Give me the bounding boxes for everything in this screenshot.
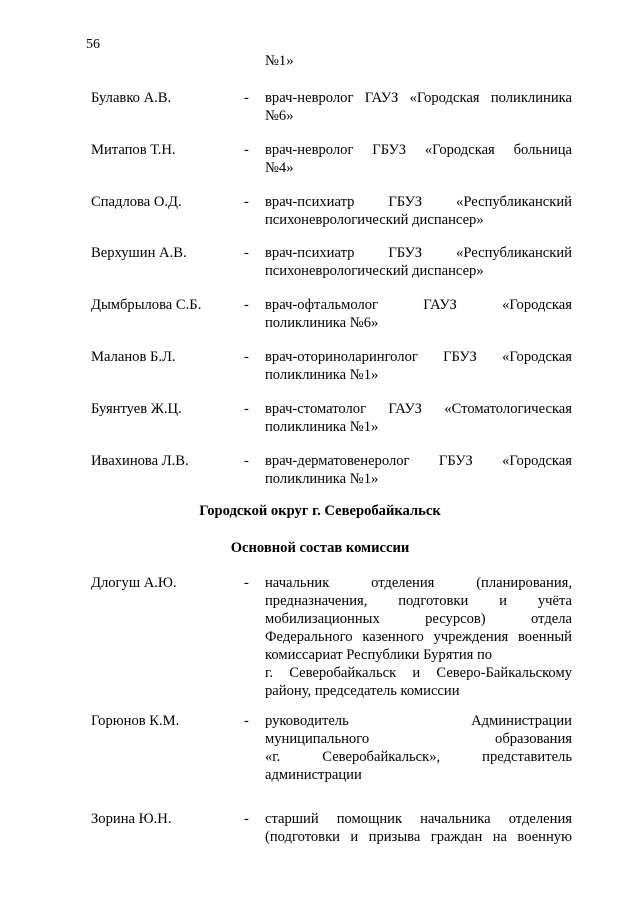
description-line: врач-невролог ГБУЗ «Городская больница (265, 142, 572, 158)
description-line: Федерального казенного учреждения военный (265, 629, 572, 645)
person-name: Зорина Ю.Н. (91, 811, 172, 827)
entry-dash: - (244, 297, 249, 313)
entry-dash: - (244, 90, 249, 106)
position-description (265, 810, 572, 846)
description-line: врач-психиатр ГБУЗ «Республиканский (265, 194, 572, 210)
subsection-title: Основной состав комиссии (230, 540, 410, 556)
description-line: муниципального образования (265, 731, 572, 747)
position-description (265, 712, 572, 784)
description-line: врач-оториноларинголог ГБУЗ «Городская (265, 349, 572, 365)
position-description (265, 348, 572, 384)
description-line: руководитель Администрации (265, 713, 572, 729)
position-description (265, 574, 572, 700)
entry-dash: - (244, 811, 249, 827)
description-line: врач-невролог ГАУЗ «Городская поликлиника (265, 90, 572, 106)
description-line: предназначения, подготовки и учёта (265, 593, 572, 609)
person-name: Дымбрылова С.Б. (91, 297, 202, 313)
position-description (265, 193, 572, 229)
person-name: Маланов Б.Л. (91, 349, 176, 365)
description-line: врач-стоматолог ГАУЗ «Стоматологическая (265, 401, 572, 417)
entry-dash: - (244, 194, 249, 210)
description-line: поликлиника №1» (265, 419, 379, 435)
continuation-line: №1» (265, 53, 294, 69)
description-line: начальник отделения (планирования, (265, 575, 572, 591)
description-line: №6» (265, 108, 294, 124)
person-name: Булавко А.В. (91, 90, 172, 106)
position-description (265, 296, 572, 332)
person-name: Верхушин А.В. (91, 245, 187, 261)
description-line: району, председатель комиссии (265, 683, 460, 699)
position-description (265, 89, 572, 125)
description-line: поликлиника №1» (265, 367, 379, 383)
description-line: г. Северобайкальск и Северо-Байкальскому (265, 665, 572, 681)
description-line: администрации (265, 767, 362, 783)
person-name: Ивахинова Л.В. (91, 453, 189, 469)
person-name: Буянтуев Ж.Ц. (91, 401, 182, 417)
entry-dash: - (244, 713, 249, 729)
position-description (265, 400, 572, 436)
description-line: №4» (265, 160, 294, 176)
person-name: Длогуш А.Ю. (91, 575, 177, 591)
description-line: поликлиника №1» (265, 471, 379, 487)
description-line: поликлиника №6» (265, 315, 379, 331)
entry-dash: - (244, 401, 249, 417)
description-line: врач-психиатр ГБУЗ «Республиканский (265, 245, 572, 261)
description-line: старший помощник начальника отделения (265, 811, 572, 827)
person-name: Спадлова О.Д. (91, 194, 182, 210)
description-line: врач-офтальмолог ГАУЗ «Городская (265, 297, 572, 313)
page-number: 56 (86, 37, 100, 52)
description-line: «г. Северобайкальск», представитель (265, 749, 572, 765)
position-description (265, 141, 572, 177)
description-line: врач-дерматовенеролог ГБУЗ «Городская (265, 453, 572, 469)
entry-dash: - (244, 245, 249, 261)
position-description (265, 244, 572, 280)
description-line: психоневрологический диспансер» (265, 263, 484, 279)
description-line: психоневрологический диспансер» (265, 212, 484, 228)
person-name: Митапов Т.Н. (91, 142, 176, 158)
description-line: комиссариат Республики Бурятия по (265, 647, 493, 663)
entry-dash: - (244, 349, 249, 365)
position-description (265, 452, 572, 488)
section-title: Городской округ г. Северобайкальск (199, 503, 441, 519)
person-name: Горюнов К.М. (91, 713, 180, 729)
entry-dash: - (244, 575, 249, 591)
entry-dash: - (244, 453, 249, 469)
description-line: (подготовки и призыва граждан на военную (265, 829, 572, 845)
description-line: мобилизационных ресурсов) отдела (265, 611, 572, 627)
entry-dash: - (244, 142, 249, 158)
